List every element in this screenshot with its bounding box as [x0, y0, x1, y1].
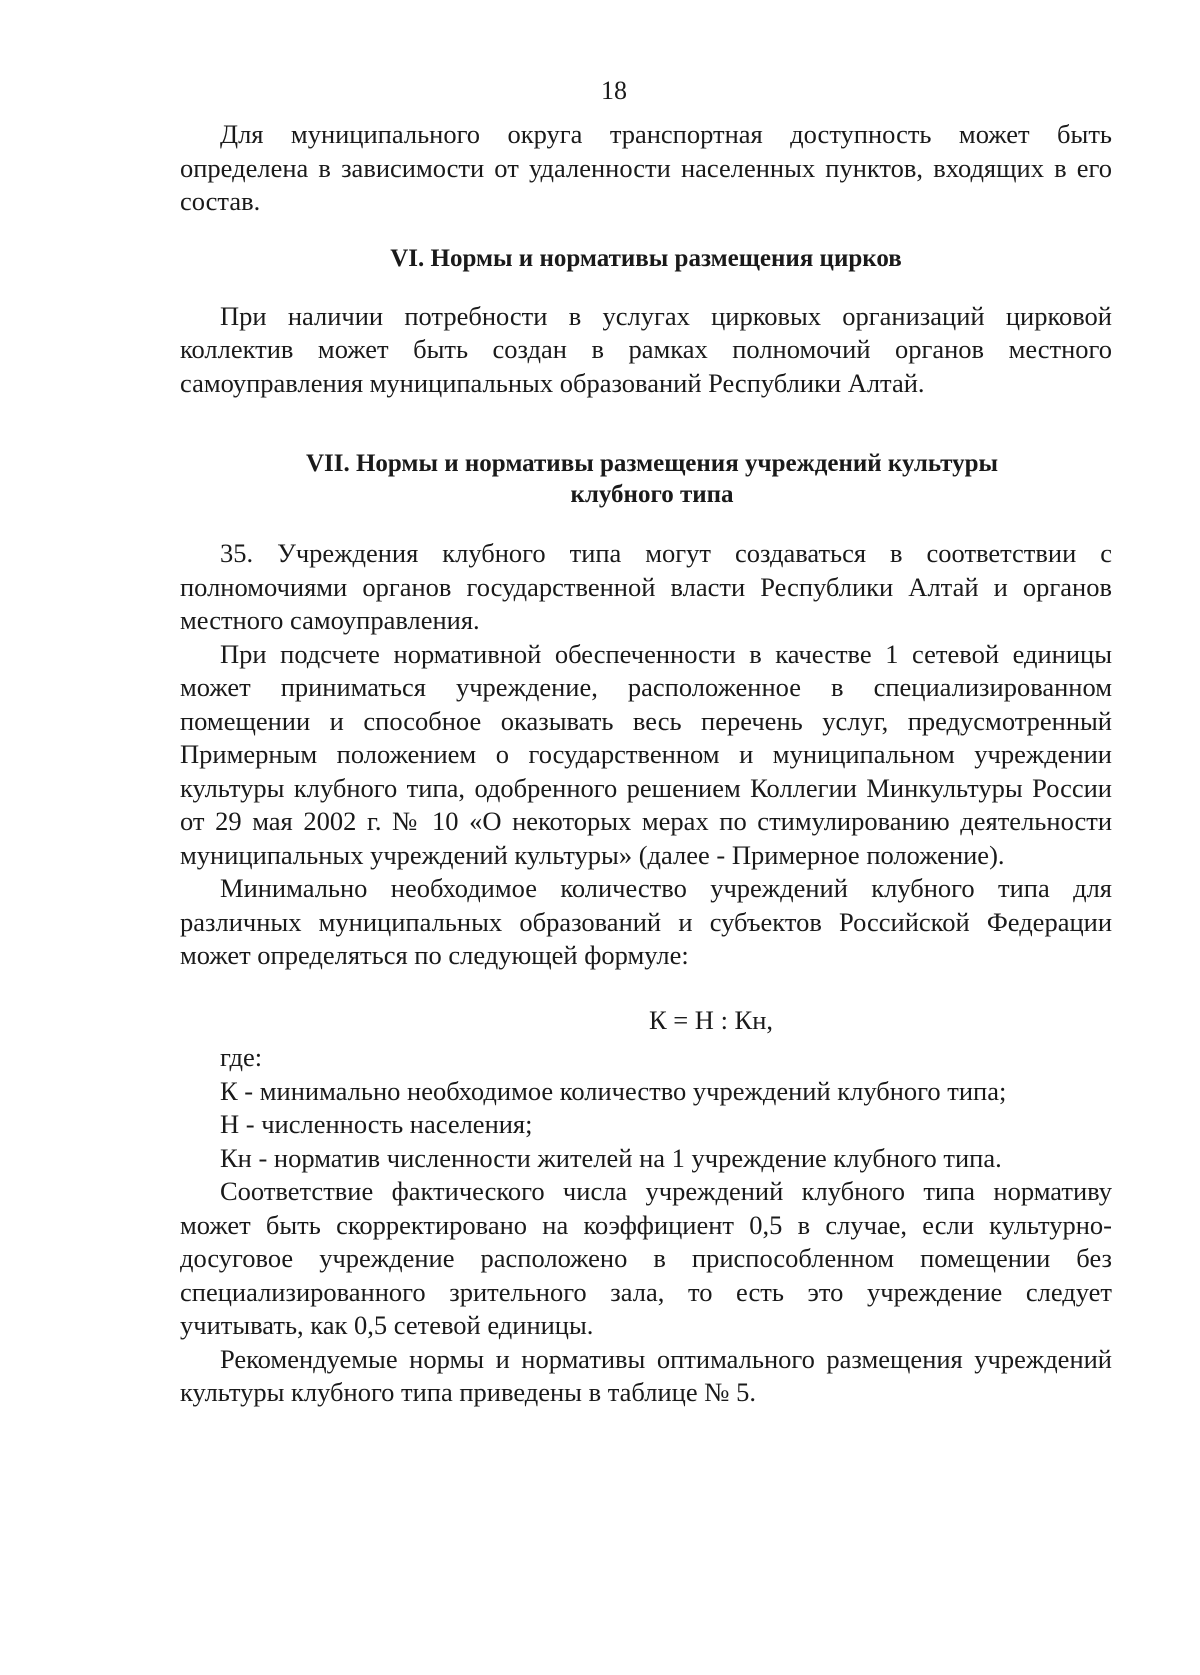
section-heading-vii: [180, 448, 1112, 510]
formula-definition-k: К - минимально необходимое количество учреждений клубного типа;: [220, 1075, 1007, 1106]
section-heading-vi: VI. Нормы и нормативы размещения цирков: [390, 244, 902, 272]
paragraph-coefficient-adjustment: Соответствие фактического числа учреждений клубного типа нормативу может быть скорректировано на коэффициент 0,5 в случае, если культурно-досуговое учреждение расположено в приспособленном помещении без специализированного зрительного зала, то есть это учреждение следует учитывать, как 0,5 сетевой единицы.: [180, 1176, 1112, 1340]
section-heading-vii-line-2: клубного типа: [570, 481, 734, 508]
paragraph-network-unit: При подсчете нормативной обеспеченности в качестве 1 сетевой единицы может приниматься учреждение, расположенное в специализированном помещении и способное оказывать весь перечень услуг, предусмотренный Примерным положением о государственном и муниципальном учреждении культуры клубного типа, одобренного решением Коллегии Минкультуры России от 29 мая 2002 г. № 10 «О некоторых мерах по стимулированию деятельности муниципальных учреждений культуры» (далее - Примерное положение).: [180, 638, 1112, 870]
paragraph-circus-collective: При наличии потребности в услугах цирковых организаций цирковой коллектив может быть создан в рамках полномочий органов местного самоуправления муниципальных образований Республики Алтай.: [180, 300, 1112, 398]
section-heading-vii-line-1: VII. Нормы и нормативы размещения учреждений культуры: [305, 450, 999, 477]
formula-definition-kn: Кн - норматив численности жителей на 1 учреждение клубного типа.: [220, 1142, 1002, 1173]
page-number: 18: [601, 76, 627, 105]
formula-definition-n: Н - численность населения;: [220, 1109, 533, 1139]
document-body: [180, 118, 1112, 1410]
paragraph-transport-access: Для муниципального округа транспортная доступность может быть определена в зависимости от удаленности населенных пунктов, входящих в его состав.: [180, 119, 1112, 216]
paragraph-minimum-count: Минимально необходимое количество учреждений клубного типа для различных муниципальных образований и субъектов Российской Федерации может определяться по следующей формуле:: [180, 873, 1112, 970]
formula-where: где:: [220, 1042, 263, 1072]
paragraph-table-reference: Рекомендуемые нормы и нормативы оптимального размещения учреждений культуры клубного типа приведены в таблице № 5.: [180, 1343, 1112, 1407]
paragraph-35-club-institutions: 35. Учреждения клубного типа могут создаваться в соответствии с полномочиями органов государственной власти Республики Алтай и органов местного самоуправления.: [180, 538, 1112, 635]
formula: К = Н : Кн,: [648, 1004, 774, 1035]
